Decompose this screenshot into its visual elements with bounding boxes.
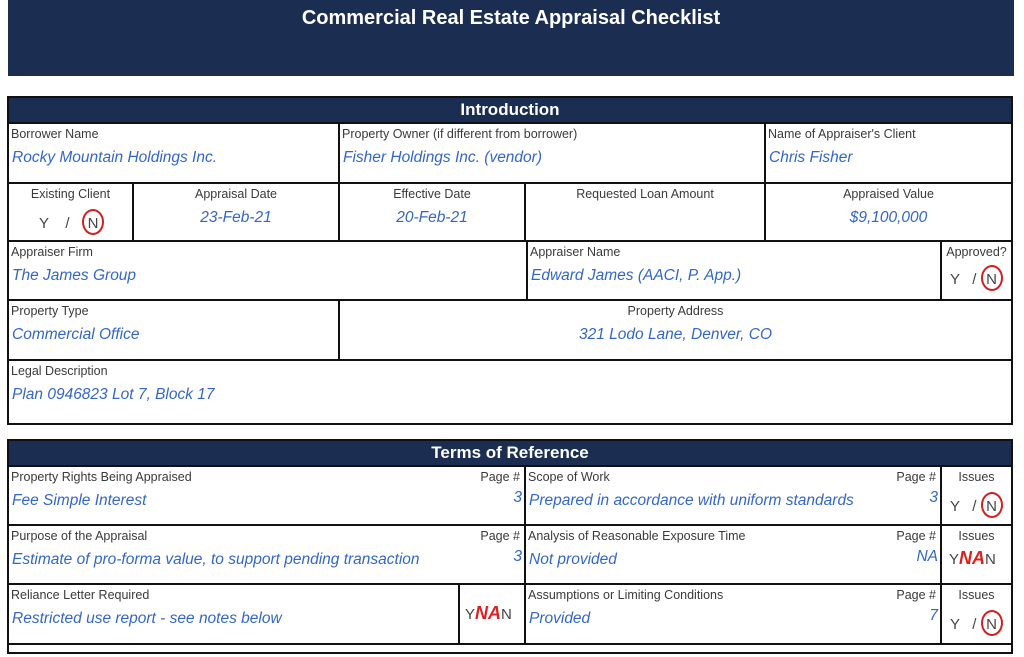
page-number-label: Page # — [480, 529, 520, 543]
introduction-section — [7, 96, 1013, 425]
property-address-value: 321 Lodo Lane, Denver, CO — [578, 326, 773, 343]
page-number-label: Page # — [896, 470, 936, 484]
assumptions-label: Assumptions or Limiting Conditions — [528, 588, 724, 602]
reliance-yn — [465, 603, 512, 624]
issues-label: Issues — [958, 588, 995, 602]
page-header — [8, 0, 1014, 76]
property-type-cell[interactable] — [9, 301, 340, 361]
property-rights-value: Fee Simple Interest — [12, 492, 147, 509]
no-option[interactable]: N — [985, 551, 996, 568]
loan-amount-label: Requested Loan Amount — [576, 187, 714, 201]
no-option-circled[interactable]: N — [981, 610, 1003, 636]
property-owner-cell[interactable] — [340, 124, 766, 184]
property-rights-cell[interactable] — [9, 467, 526, 526]
exposure-issues-cell[interactable] — [942, 526, 1011, 585]
borrower-name-cell[interactable] — [9, 124, 340, 184]
existing-client-label: Existing Client — [30, 187, 111, 201]
appraiser-firm-label: Appraiser Firm — [11, 245, 93, 259]
scope-of-work-page: 3 — [929, 489, 938, 506]
assumptions-value: Provided — [529, 610, 591, 627]
effective-date-value: 20-Feb-21 — [396, 209, 468, 226]
existing-client-cell[interactable] — [9, 184, 134, 242]
property-owner-value: Fisher Holdings Inc. (vendor) — [343, 149, 542, 166]
scope-of-work-cell[interactable] — [526, 467, 942, 526]
scope-of-work-value: Prepared in accordance with uniform standards — [529, 492, 854, 509]
terms-of-reference-section — [7, 439, 1013, 654]
property-type-label: Property Type — [11, 304, 89, 318]
appraiser-firm-value: The James Group — [12, 267, 137, 284]
borrower-name-label: Borrower Name — [11, 127, 99, 141]
approved-label: Approved? — [946, 245, 1007, 259]
page-number-label: Page # — [480, 470, 520, 484]
yes-option[interactable]: Y — [465, 606, 476, 623]
assumptions-cell[interactable] — [526, 585, 942, 645]
effective-date-cell[interactable] — [340, 184, 526, 242]
yn-separator: / — [972, 616, 977, 633]
appraisal-date-label: Appraisal Date — [195, 187, 277, 201]
terms-heading: Terms of Reference — [9, 441, 1011, 467]
client-name-label: Name of Appraiser's Client — [768, 127, 916, 141]
scope-issues-cell[interactable] — [942, 467, 1011, 526]
appraisal-date-cell[interactable] — [134, 184, 340, 242]
yes-option[interactable]: Y — [949, 551, 960, 568]
page-number-label: Page # — [896, 529, 936, 543]
yes-option[interactable]: Y — [950, 616, 960, 633]
yn-separator: / — [972, 498, 977, 515]
exposure-time-label: Analysis of Reasonable Exposure Time — [528, 529, 746, 543]
exposure-time-cell[interactable] — [526, 526, 942, 585]
property-type-value: Commercial Office — [12, 326, 140, 343]
appraiser-name-cell[interactable] — [528, 242, 942, 301]
yn-separator: / — [972, 271, 977, 288]
approved-cell[interactable] — [942, 242, 1011, 301]
no-option-circled[interactable]: N — [981, 265, 1003, 291]
legal-description-label: Legal Description — [11, 364, 108, 378]
purpose-page: 3 — [513, 548, 522, 565]
issues-label: Issues — [958, 529, 995, 543]
introduction-heading: Introduction — [9, 98, 1011, 124]
no-option[interactable]: N — [501, 606, 512, 623]
na-mark: NA — [475, 603, 502, 623]
assumptions-issues-cell[interactable] — [942, 585, 1011, 645]
approved-yn — [950, 265, 1003, 291]
reliance-yn-cell[interactable] — [460, 585, 526, 645]
property-rights-page: 3 — [513, 489, 522, 506]
reliance-letter-cell[interactable] — [9, 585, 460, 645]
property-owner-label: Property Owner (if different from borrower) — [342, 127, 578, 141]
appraiser-name-label: Appraiser Name — [530, 245, 621, 259]
legal-description-value: Plan 0946823 Lot 7, Block 17 — [12, 386, 215, 403]
no-option-circled[interactable]: N — [981, 492, 1003, 518]
property-address-cell[interactable] — [340, 301, 1011, 361]
page-title: Commercial Real Estate Appraisal Checklist — [301, 7, 721, 29]
property-address-label: Property Address — [627, 304, 724, 318]
issues-label: Issues — [958, 470, 995, 484]
purpose-value: Estimate of pro-forma value, to support pending transaction — [12, 551, 420, 568]
appraiser-firm-cell[interactable] — [9, 242, 528, 301]
page-number-label: Page # — [896, 588, 936, 602]
exposure-time-page: NA — [916, 548, 938, 565]
yes-option[interactable]: Y — [950, 271, 960, 288]
legal-description-cell[interactable] — [9, 361, 1011, 423]
appraised-value-cell[interactable] — [766, 184, 1011, 242]
na-mark: NA — [959, 548, 986, 568]
appraisal-date-value: 23-Feb-21 — [200, 209, 272, 226]
assumptions-issues-yn — [950, 610, 1003, 636]
exposure-issues-yn — [949, 548, 996, 569]
appraiser-name-value: Edward James (AACI, P. App.) — [531, 267, 742, 284]
appraised-value-label: Appraised Value — [843, 187, 934, 201]
client-name-value: Chris Fisher — [769, 149, 853, 166]
reliance-letter-value: Restricted use report - see notes below — [12, 610, 282, 627]
appraised-value-value: $9,100,000 — [849, 209, 928, 226]
existing-client-yn — [39, 209, 104, 235]
yn-separator: / — [65, 215, 70, 232]
exposure-time-value: Not provided — [529, 551, 617, 568]
loan-amount-value — [526, 201, 764, 209]
scope-of-work-label: Scope of Work — [528, 470, 610, 484]
reliance-letter-label: Reliance Letter Required — [11, 588, 150, 602]
purpose-cell[interactable] — [9, 526, 526, 585]
property-rights-label: Property Rights Being Appraised — [11, 470, 192, 484]
no-option-circled[interactable]: N — [82, 209, 104, 235]
effective-date-label: Effective Date — [393, 187, 471, 201]
assumptions-page: 7 — [929, 607, 938, 624]
yes-option[interactable]: Y — [39, 215, 49, 232]
borrower-name-value: Rocky Mountain Holdings Inc. — [12, 149, 218, 166]
yes-option[interactable]: Y — [950, 498, 960, 515]
scope-issues-yn — [950, 492, 1003, 518]
loan-amount-cell[interactable] — [526, 184, 766, 242]
purpose-label: Purpose of the Appraisal — [11, 529, 148, 543]
client-name-cell[interactable] — [766, 124, 1011, 184]
